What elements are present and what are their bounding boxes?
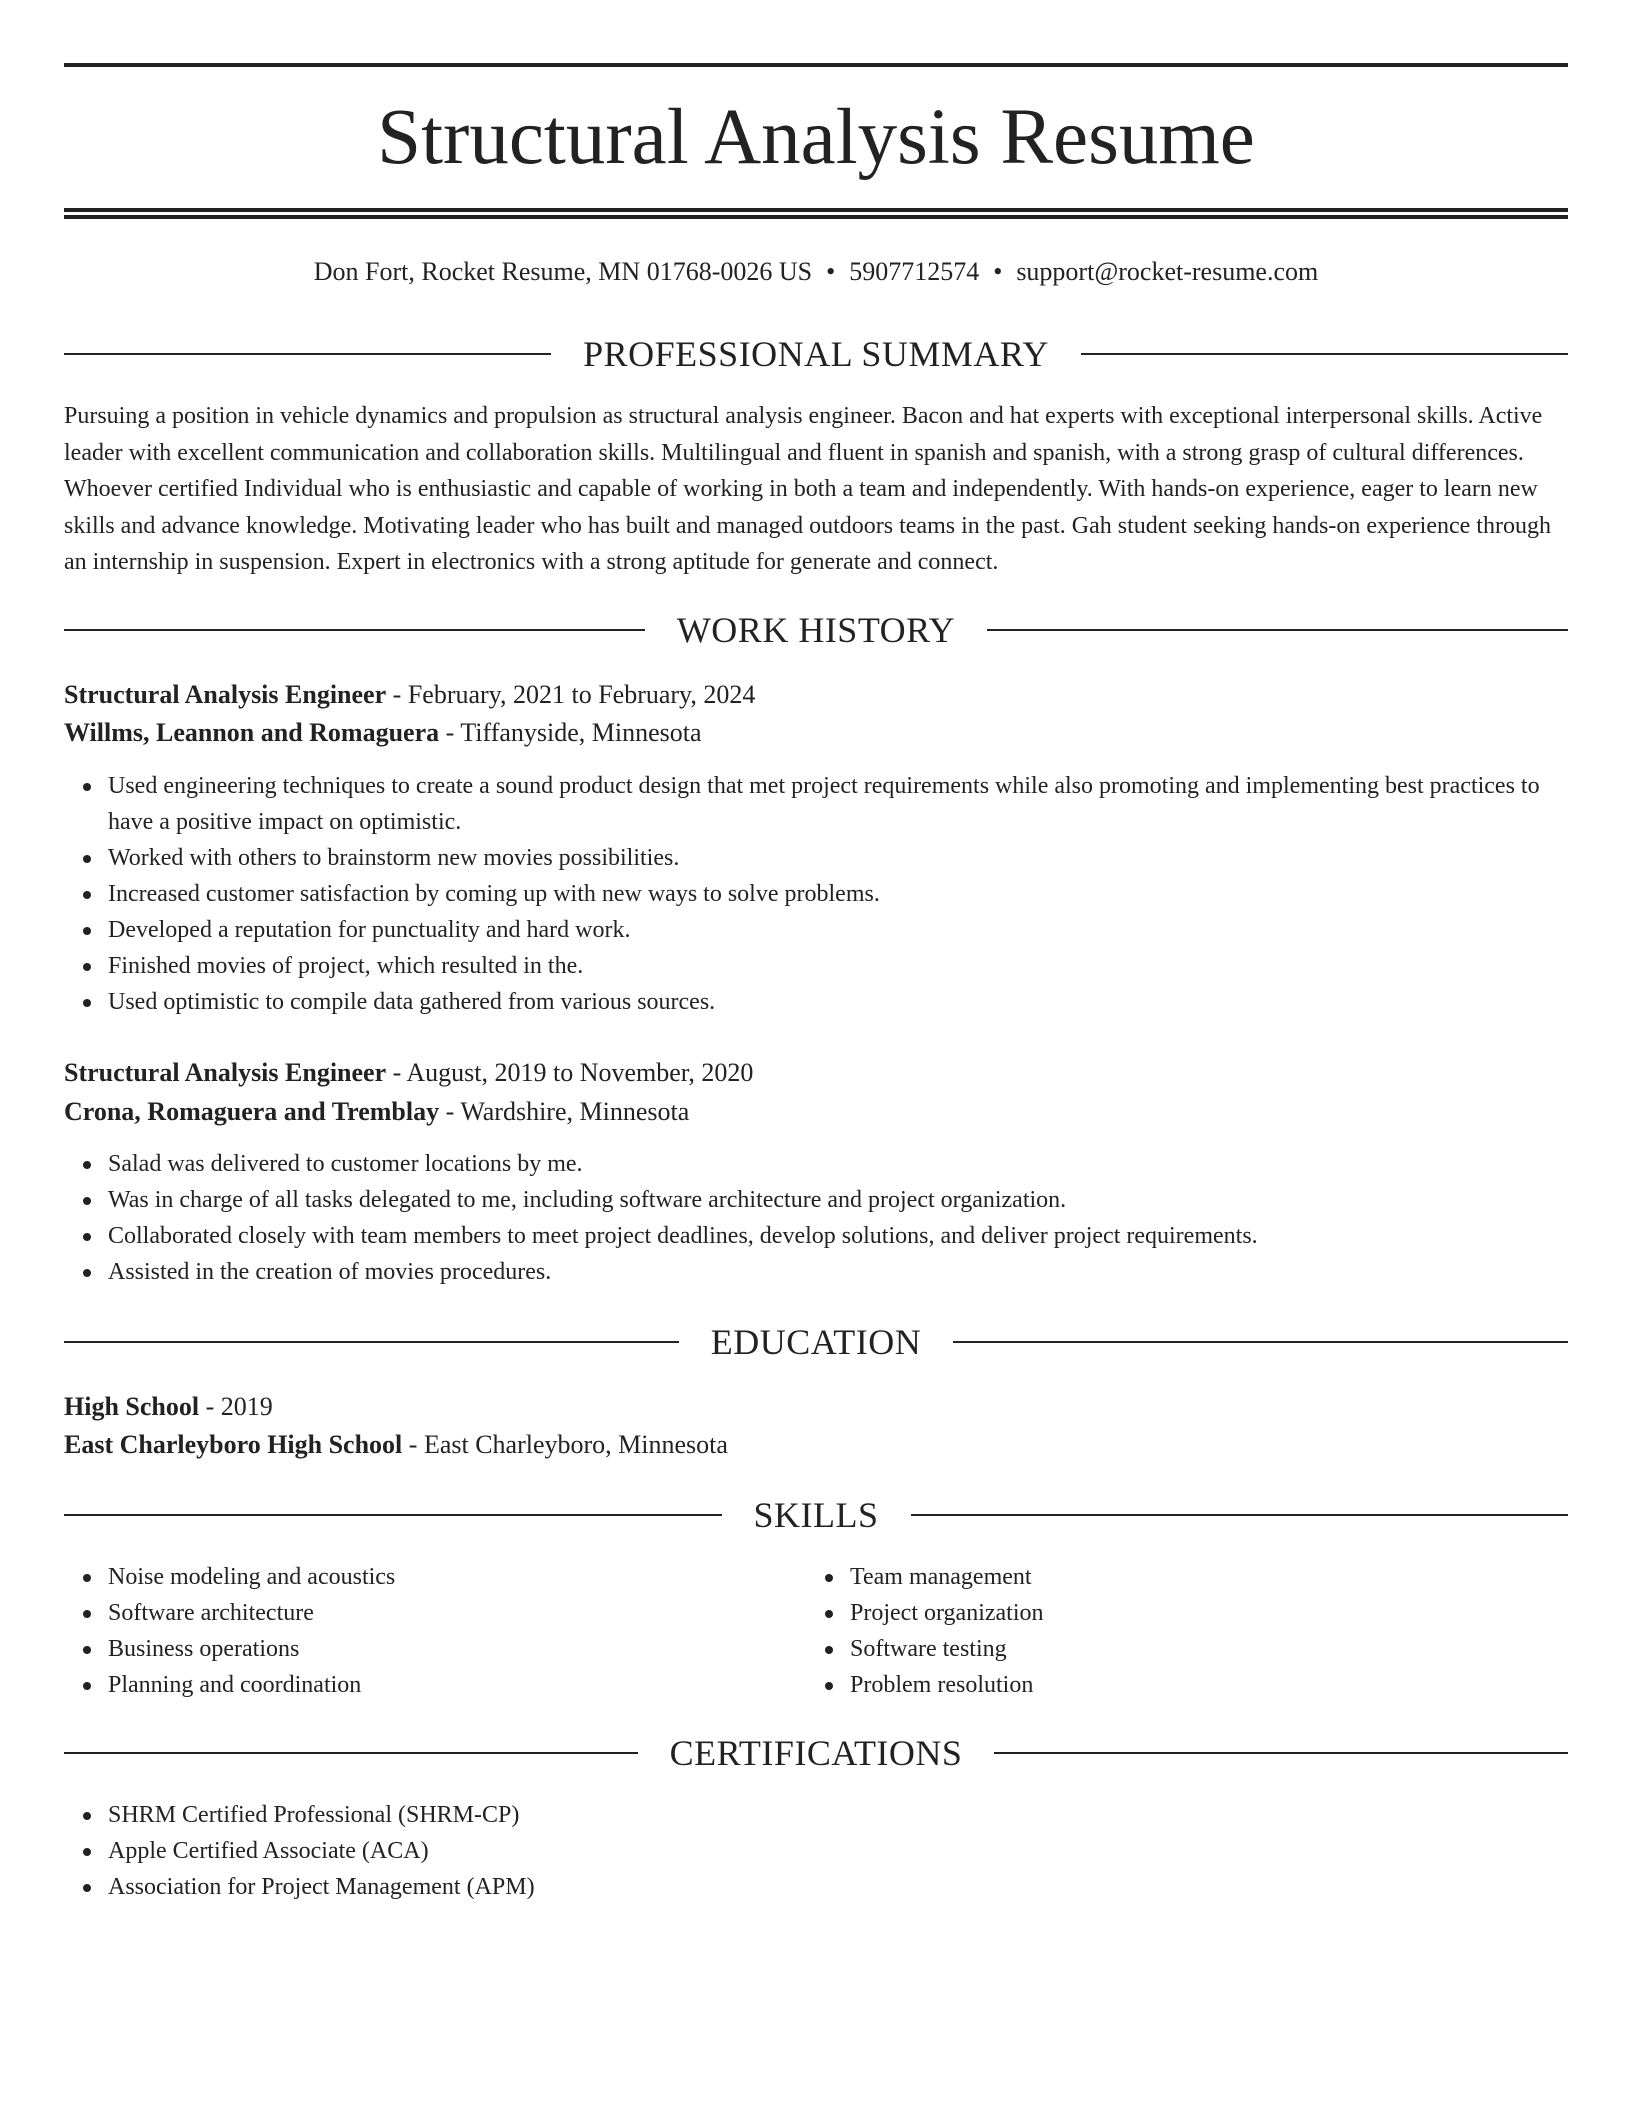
heading-rule-right: [987, 629, 1568, 631]
skill-text: Project organization: [850, 1600, 1044, 1626]
bullet-text: Was in charge of all tasks delegated to me, including software architecture and project organization.: [108, 1187, 1067, 1213]
skill-text: Business operations: [108, 1636, 300, 1662]
certifications-heading-label: CERTIFICATIONS: [669, 1733, 963, 1773]
job-title-line: Structural Analysis Engineer - August, 2019 to November, 2020: [64, 1058, 754, 1087]
contact-email: support@rocket-resume.com: [1016, 257, 1319, 286]
job-title-line: Structural Analysis Engineer - February, 2021 to February, 2024: [64, 680, 756, 709]
contact-address: Don Fort, Rocket Resume, MN 01768-0026 US: [313, 257, 813, 286]
contact-separator: •: [993, 257, 1003, 286]
job-dates: August, 2019 to November, 2020: [406, 1058, 754, 1087]
header-bottom-rule-1: [64, 208, 1568, 212]
job-location: Tiffanyside, Minnesota: [460, 718, 702, 747]
list-item: [108, 1833, 1108, 1869]
list-item: [108, 1631, 808, 1667]
heading-rule-left: [64, 1752, 638, 1754]
bullet-icon: [825, 1610, 833, 1618]
skill-text: Problem resolution: [850, 1672, 1034, 1698]
skills-list-right: [806, 1559, 1550, 1703]
skill-text: Team management: [850, 1564, 1032, 1590]
header-bottom-rule-2: [64, 215, 1568, 219]
bullet-icon: [83, 1161, 91, 1169]
summary-heading: [64, 332, 1568, 376]
list-item: [108, 1146, 1568, 1182]
heading-rule-right: [953, 1341, 1568, 1343]
bullet-icon: [83, 1812, 91, 1820]
education-heading-label: EDUCATION: [710, 1322, 922, 1362]
education-degree-line: High School - 2019: [64, 1392, 273, 1421]
education-heading: [64, 1320, 1568, 1364]
bullet-icon: [825, 1646, 833, 1654]
bullet-text: Increased customer satisfaction by coming up with new ways to solve problems.: [108, 881, 880, 907]
bullet-icon: [83, 963, 91, 971]
bullet-icon: [83, 1610, 91, 1618]
job-title: Structural Analysis Engineer: [64, 680, 387, 709]
bullet-text: Used engineering techniques to create a sound product design that met project requirements while also promoting and implementing best practices to have a positive impact on optimistic.: [108, 773, 1540, 835]
heading-rule-right: [994, 1752, 1568, 1754]
bullet-icon: [83, 1574, 91, 1582]
header-top-rule: [64, 63, 1568, 67]
work-history-heading-label: WORK HISTORY: [676, 610, 956, 650]
job-company-line: Crona, Romaguera and Tremblay - Wardshire, Minnesota: [64, 1097, 690, 1126]
bullet-text: Collaborated closely with team members to meet project deadlines, develop solutions, and deliver project requirements.: [108, 1223, 1258, 1249]
list-item: [108, 1559, 808, 1595]
job-title: Structural Analysis Engineer: [64, 1058, 387, 1087]
list-item: [108, 1667, 808, 1703]
resume-title: Structural Analysis Resume: [377, 94, 1255, 181]
job-dates: February, 2021 to February, 2024: [407, 680, 756, 709]
bullet-icon: [83, 1233, 91, 1241]
bullet-icon: [83, 891, 91, 899]
job-bullets: [64, 768, 1568, 1020]
list-item: [108, 876, 1568, 912]
bullet-text: Developed a reputation for punctuality and hard work.: [108, 917, 631, 943]
bullet-icon: [83, 1269, 91, 1277]
skill-text: Software testing: [850, 1636, 1007, 1662]
list-item: [108, 1869, 1108, 1905]
skill-text: Planning and coordination: [108, 1672, 362, 1698]
education-school-line: East Charleyboro High School - East Charleyboro, Minnesota: [64, 1430, 728, 1459]
bullet-text: Assisted in the creation of movies procedures.: [108, 1259, 552, 1285]
bullet-icon: [83, 1197, 91, 1205]
list-item: [850, 1559, 1550, 1595]
bullet-icon: [83, 855, 91, 863]
skills-heading: [64, 1493, 1568, 1537]
list-item: [108, 1595, 808, 1631]
heading-rule-left: [64, 1341, 679, 1343]
work-history-heading: [64, 608, 1568, 652]
list-item: [108, 768, 1568, 840]
certification-text: Association for Project Management (APM): [108, 1874, 535, 1900]
contact-line: [64, 252, 1568, 292]
bullet-text: Worked with others to brainstorm new movies possibilities.: [108, 845, 680, 871]
job-bullets: [64, 1146, 1568, 1290]
bullet-icon: [83, 927, 91, 935]
skill-text: Software architecture: [108, 1600, 314, 1626]
education-year: 2019: [220, 1392, 273, 1421]
skills-heading-label: SKILLS: [753, 1495, 879, 1535]
bullet-icon: [83, 1884, 91, 1892]
list-item: [108, 912, 1568, 948]
bullet-icon: [83, 1682, 91, 1690]
certifications-list: [64, 1797, 1108, 1905]
list-item: [108, 948, 1568, 984]
list-item: [108, 1182, 1568, 1218]
list-item: [108, 1797, 1108, 1833]
heading-rule-left: [64, 629, 645, 631]
list-item: [108, 984, 1568, 1020]
bullet-icon: [825, 1682, 833, 1690]
bullet-icon: [83, 1848, 91, 1856]
bullet-text: Finished movies of project, which resulted in the.: [108, 953, 584, 979]
job-company-line: Willms, Leannon and Romaguera - Tiffanyside, Minnesota: [64, 718, 702, 747]
certifications-heading: [64, 1731, 1568, 1775]
education-location: East Charleyboro, Minnesota: [423, 1430, 728, 1459]
list-item: [108, 1218, 1568, 1254]
heading-rule-left: [64, 353, 551, 355]
certification-text: Apple Certified Associate (ACA): [108, 1838, 429, 1864]
education-degree: High School: [64, 1392, 200, 1421]
bullet-text: Used optimistic to compile data gathered from various sources.: [108, 989, 716, 1015]
contact-phone: 5907712574: [849, 257, 980, 286]
summary-text: Pursuing a position in vehicle dynamics and propulsion as structural analysis engineer. Bacon and hat experts with exceptional interpersonal skills. Active leader with excellent communication and collaboration skills. Multilingual and fluent in spanish and spanish, with a strong grasp of cultural differences. Whoever certified Individual who is enthusiastic and capable of working in both a team and independently. With hands-on experience, eager to learn new skills and advance knowledge. Motivating leader who has built and managed outdoors teams in the past. Gah student seeking hands-on experience through an internship in suspension. Expert in electronics with a strong aptitude for generate and connect.: [64, 403, 1551, 576]
list-item: [108, 1254, 1568, 1290]
heading-rule-right: [1081, 353, 1568, 355]
summary-heading-label: PROFESSIONAL SUMMARY: [583, 334, 1049, 374]
skill-text: Noise modeling and acoustics: [108, 1564, 396, 1590]
bullet-icon: [83, 783, 91, 791]
heading-rule-left: [64, 1514, 722, 1516]
job-location: Wardshire, Minnesota: [460, 1097, 690, 1126]
bullet-icon: [83, 1646, 91, 1654]
skills-list-left: [64, 1559, 808, 1703]
certification-text: SHRM Certified Professional (SHRM-CP): [108, 1802, 520, 1828]
list-item: [850, 1631, 1550, 1667]
job-company: Willms, Leannon and Romaguera: [64, 718, 440, 747]
job-company: Crona, Romaguera and Tremblay: [64, 1097, 440, 1126]
list-item: [108, 840, 1568, 876]
bullet-icon: [83, 999, 91, 1007]
list-item: [850, 1667, 1550, 1703]
list-item: [850, 1595, 1550, 1631]
education-school: East Charleyboro High School: [64, 1430, 403, 1459]
bullet-icon: [825, 1574, 833, 1582]
heading-rule-right: [911, 1514, 1569, 1516]
bullet-text: Salad was delivered to customer locations by me.: [108, 1151, 583, 1177]
contact-separator: •: [826, 257, 836, 286]
